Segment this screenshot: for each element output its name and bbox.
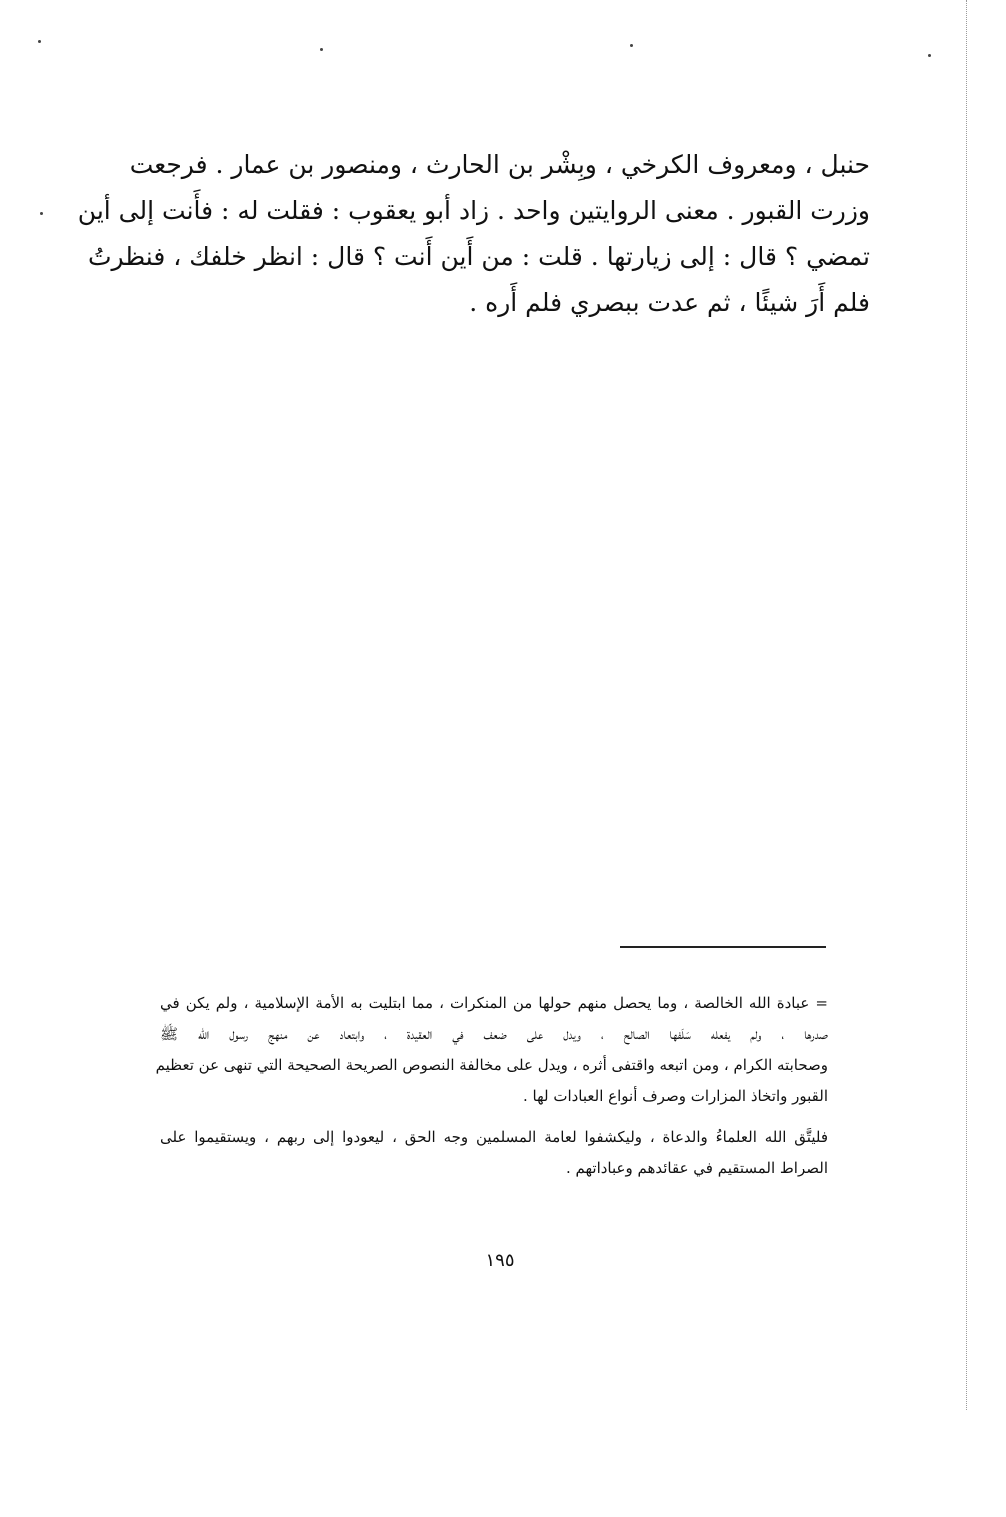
body-line: وزرت القبور . معنى الروايتين واحد . زاد أبو يعقوب : فقلت له : فأَنت إلى أين xyxy=(77,196,870,225)
footnote-line: = عبادة الله الخالصة ، وما يحصل منهم حولها من المنكرات ، مما ابتليت به الأمة الإسلامية ، ولم يكن في xyxy=(160,994,828,1012)
scan-edge-line xyxy=(966,0,967,1410)
scan-speck xyxy=(40,212,43,215)
body-line: تمضي ؟ قال : إلى زيارتها . قلت : من أَين أَنت ؟ قال : انظر خلفك ، فنظرتُ xyxy=(87,242,870,271)
scan-speck xyxy=(320,48,323,51)
footnote-line: صدرها ، ولم يفعله سَلَفها الصالح ، ويدل على ضعف في العقيدة ، وابتعاد عن منهج رسول الله ﷺ xyxy=(160,1025,828,1043)
scan-speck xyxy=(630,44,633,47)
scan-speck xyxy=(38,40,41,43)
body-line: حنبل ، ومعروف الكرخي ، وبِشْر بن الحارث ، ومنصور بن عمار . فرجعت xyxy=(129,150,870,179)
footnote-line: وصحابته الكرام ، ومن اتبعه واقتفى أثره ، ويدل على مخالفة النصوص الصريحة الصحيحة التي تنهى عن تعظيم xyxy=(155,1056,828,1074)
footnotes xyxy=(155,988,828,1184)
footnote-separator xyxy=(620,946,826,948)
body-line: فلم أَرَ شيئًا ، ثم عدت ببصري فلم أَره . xyxy=(469,288,870,317)
footnote-paragraph-gap xyxy=(160,1112,828,1122)
footnote-line: الصراط المستقيم في عقائدهم وعباداتهم . xyxy=(565,1159,828,1177)
footnote-line: فليتَّق الله العلماءُ والدعاة ، وليكشفوا لعامة المسلمين وجه الحق ، ليعودوا إلى ربهم ، ويستقيموا على xyxy=(160,1128,828,1146)
scan-speck xyxy=(928,54,931,57)
main-body-text xyxy=(77,142,870,326)
footnote-line: القبور واتخاذ المزارات وصرف أنواع العبادات لها . xyxy=(522,1087,828,1105)
page-number: ١٩٥ xyxy=(485,1250,515,1271)
